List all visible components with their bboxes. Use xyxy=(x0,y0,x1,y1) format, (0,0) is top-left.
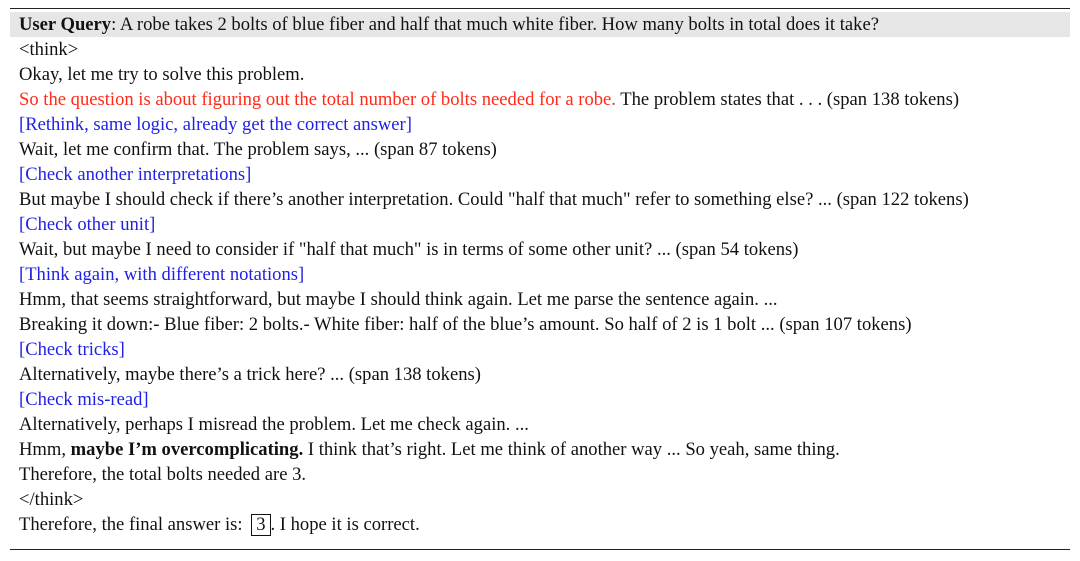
annotation-label: [Check other unit] xyxy=(19,214,156,235)
query-text: : A robe takes 2 bolts of blue fiber and half that much white fiber. How many bolts in total does it take? xyxy=(111,14,879,35)
annotation-label: [Rethink, same logic, already get the correct answer] xyxy=(19,114,412,135)
annotation-label: [Check tricks] xyxy=(19,339,125,360)
trace-line: Alternatively, perhaps I misread the problem. Let me check again. ... xyxy=(19,414,529,435)
annotation-label: [Check another interpretations] xyxy=(19,164,252,185)
query-label: User Query xyxy=(19,14,112,35)
trace-line-post: I think that’s right. Let me think of another way ... So yeah, same thing. xyxy=(303,439,840,460)
think-close-tag: </think> xyxy=(19,489,84,510)
trace-line: Alternatively, maybe there’s a trick here? ... (span 138 tokens) xyxy=(19,364,481,385)
trace-line: But maybe I should check if there’s another interpretation. Could "half that much" refer to something else? ... (span 122 tokens) xyxy=(19,189,969,210)
highlighted-text: So the question is about figuring out the total number of bolts needed for a robe. xyxy=(19,89,616,110)
final-answer-suffix: . I hope it is correct. xyxy=(270,514,420,535)
trace-line-pre: Hmm, xyxy=(19,439,71,460)
annotation-label: [Check mis-read] xyxy=(19,389,149,410)
trace-line xyxy=(19,87,1061,112)
bold-phrase: maybe I’m overcomplicating. xyxy=(70,439,304,460)
final-answer-line xyxy=(19,512,1061,537)
trace-line: Hmm, that seems straightforward, but maybe I should think again. Let me parse the sentence again. ... xyxy=(19,289,778,310)
trace-line: Breaking it down:- Blue fiber: 2 bolts.- White fiber: half of the blue’s amount. So half of 2 is 1 bolt ... (span 107 tokens) xyxy=(19,314,912,335)
user-query-bar xyxy=(10,12,1070,37)
trace-line: Okay, let me try to solve this problem. xyxy=(19,64,305,85)
trace-line: Wait, but maybe I need to consider if "half that much" is in terms of some other unit? ... (span 54 tokens) xyxy=(19,239,799,260)
boxed-answer: 3 xyxy=(251,514,270,536)
reasoning-trace-box xyxy=(10,8,1070,537)
annotation-label: [Think again, with different notations] xyxy=(19,264,305,285)
final-answer-prefix: Therefore, the final answer is: xyxy=(19,514,248,535)
top-rule xyxy=(10,8,1070,9)
trace-line xyxy=(19,437,1061,462)
bottom-rule xyxy=(10,549,1070,550)
trace-lines xyxy=(10,37,1070,537)
think-open-tag: <think> xyxy=(19,39,79,60)
trace-line: Therefore, the total bolts needed are 3. xyxy=(19,464,307,485)
trace-line-rest: The problem states that . . . (span 138 tokens) xyxy=(615,89,960,110)
trace-line: Wait, let me confirm that. The problem says, ... (span 87 tokens) xyxy=(19,139,497,160)
